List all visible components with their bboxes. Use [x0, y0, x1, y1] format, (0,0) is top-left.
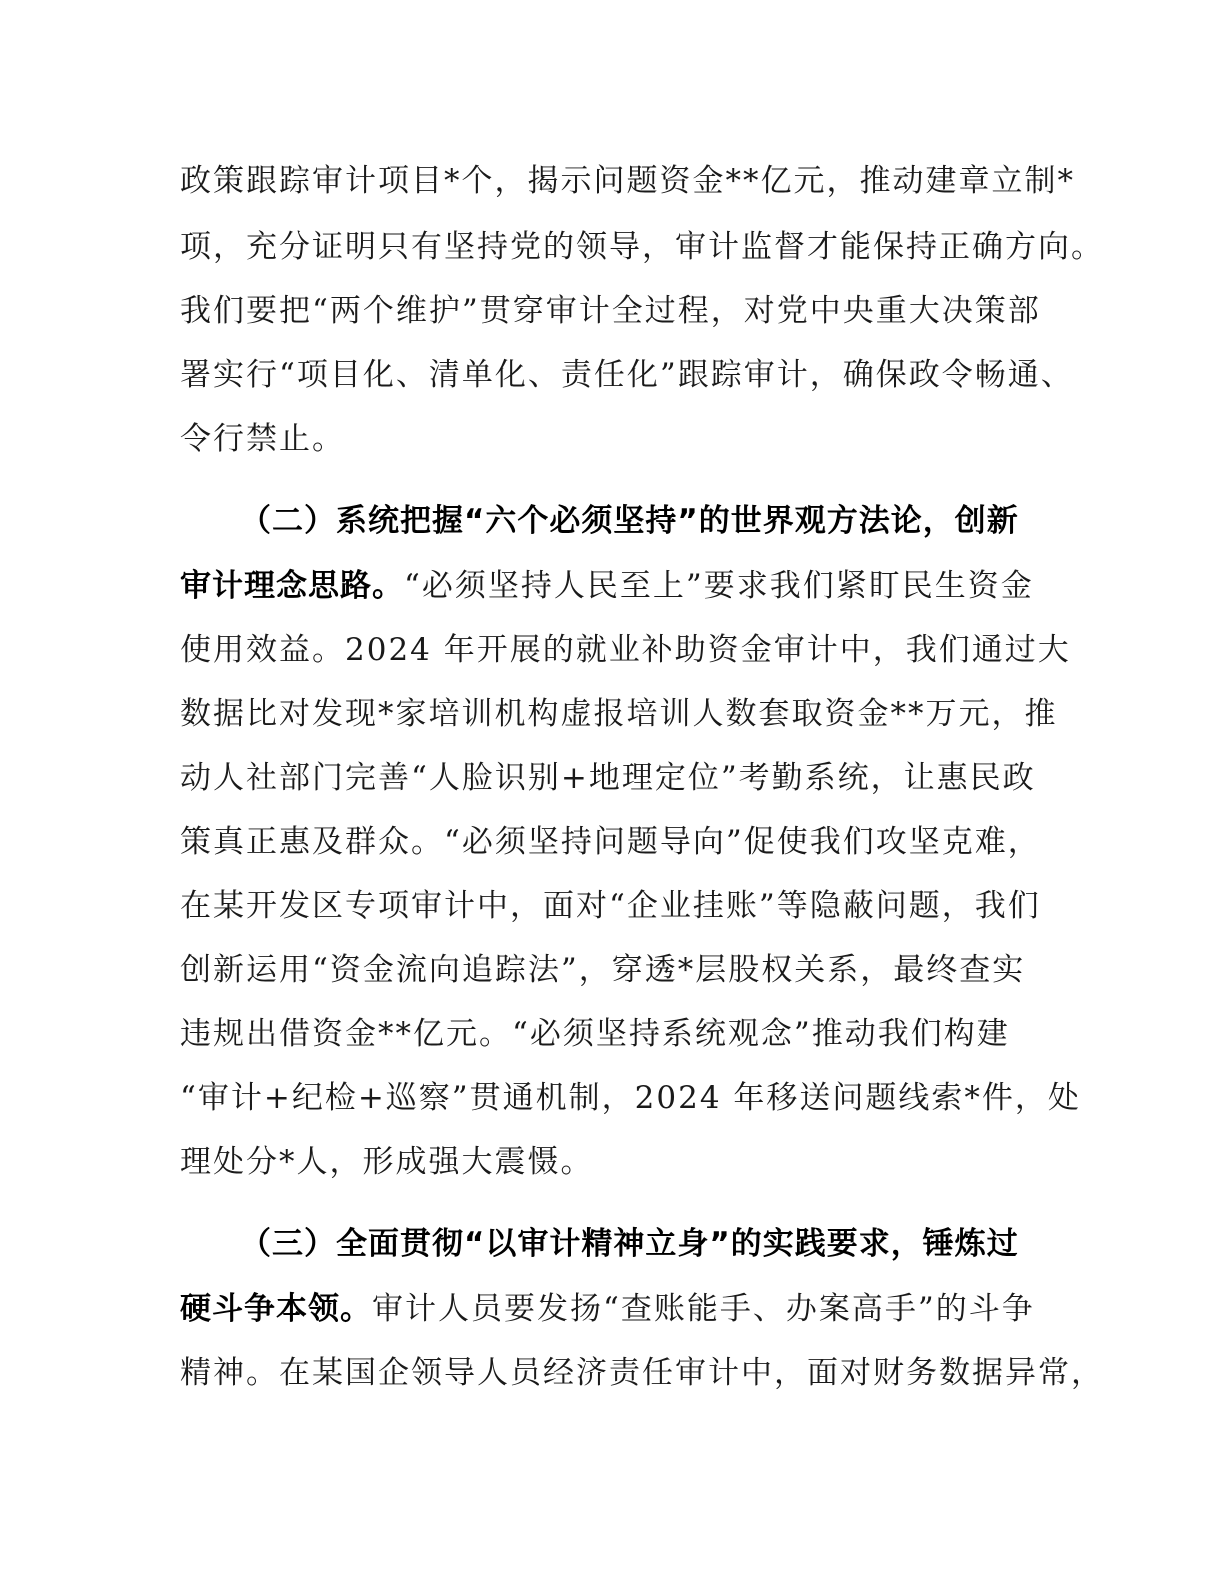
paragraph-line: 令行禁止。: [180, 421, 345, 457]
paragraph-line: 理处分*人，形成强大震慑。: [180, 1144, 594, 1180]
paragraph-text: 审计人员要发扬“查账能手、办案高手”的斗争: [372, 1291, 1035, 1327]
paragraph-line: 违规出借资金**亿元。“必须坚持系统观念”推动我们构建: [180, 1016, 1010, 1052]
paragraph-line: 创新运用“资金流向追踪法”，穿透*层股权关系，最终查实: [180, 952, 1026, 988]
paragraph-line: 数据比对发现*家培训机构虚报培训人数套取资金**万元，推: [180, 696, 1058, 732]
section-heading-continuation: 审计理念思路。: [180, 568, 404, 604]
paragraph-line: 策真正惠及群众。“必须坚持问题导向”促使我们攻坚克难，: [180, 824, 1041, 860]
paragraph-line: 精神。在某国企领导人员经济责任审计中，面对财务数据异常，: [180, 1355, 1104, 1391]
paragraph-line: 动人社部门完善“人脸识别+地理定位”考勤系统，让惠民政: [180, 760, 1036, 796]
paragraph-line: 政策跟踪审计项目*个，揭示问题资金**亿元，推动建章立制*: [180, 163, 1075, 199]
paragraph-line: 项，充分证明只有坚持党的领导，审计监督才能保持正确方向。: [180, 229, 1104, 265]
paragraph-line: 署实行“项目化、清单化、责任化”跟踪审计，确保政令畅通、: [180, 357, 1074, 393]
paragraph-line: 使用效益。2024 年开展的就业补助资金审计中，我们通过大: [180, 632, 1071, 668]
paragraph-line: 我们要把“两个维护”贯穿审计全过程，对党中央重大决策部: [180, 293, 1041, 329]
paragraph-line: [180, 567, 1080, 605]
paragraph-line: “审计+纪检+巡察”贯通机制，2024 年移送问题线索*件，处: [180, 1080, 1081, 1116]
paragraph-line: [180, 1290, 1080, 1328]
paragraph-text: “必须坚持人民至上”要求我们紧盯民生资金: [404, 568, 1034, 604]
paragraph-line: 在某开发区专项审计中，面对“企业挂账”等隐蔽问题，我们: [180, 888, 1041, 924]
section-heading-continuation: 硬斗争本领。: [180, 1291, 372, 1327]
section-heading: （三）全面贯彻“以审计精神立身”的实践要求，锤炼过: [240, 1226, 1019, 1262]
section-heading: （二）系统把握“六个必须坚持”的世界观方法论，创新: [240, 503, 1019, 539]
